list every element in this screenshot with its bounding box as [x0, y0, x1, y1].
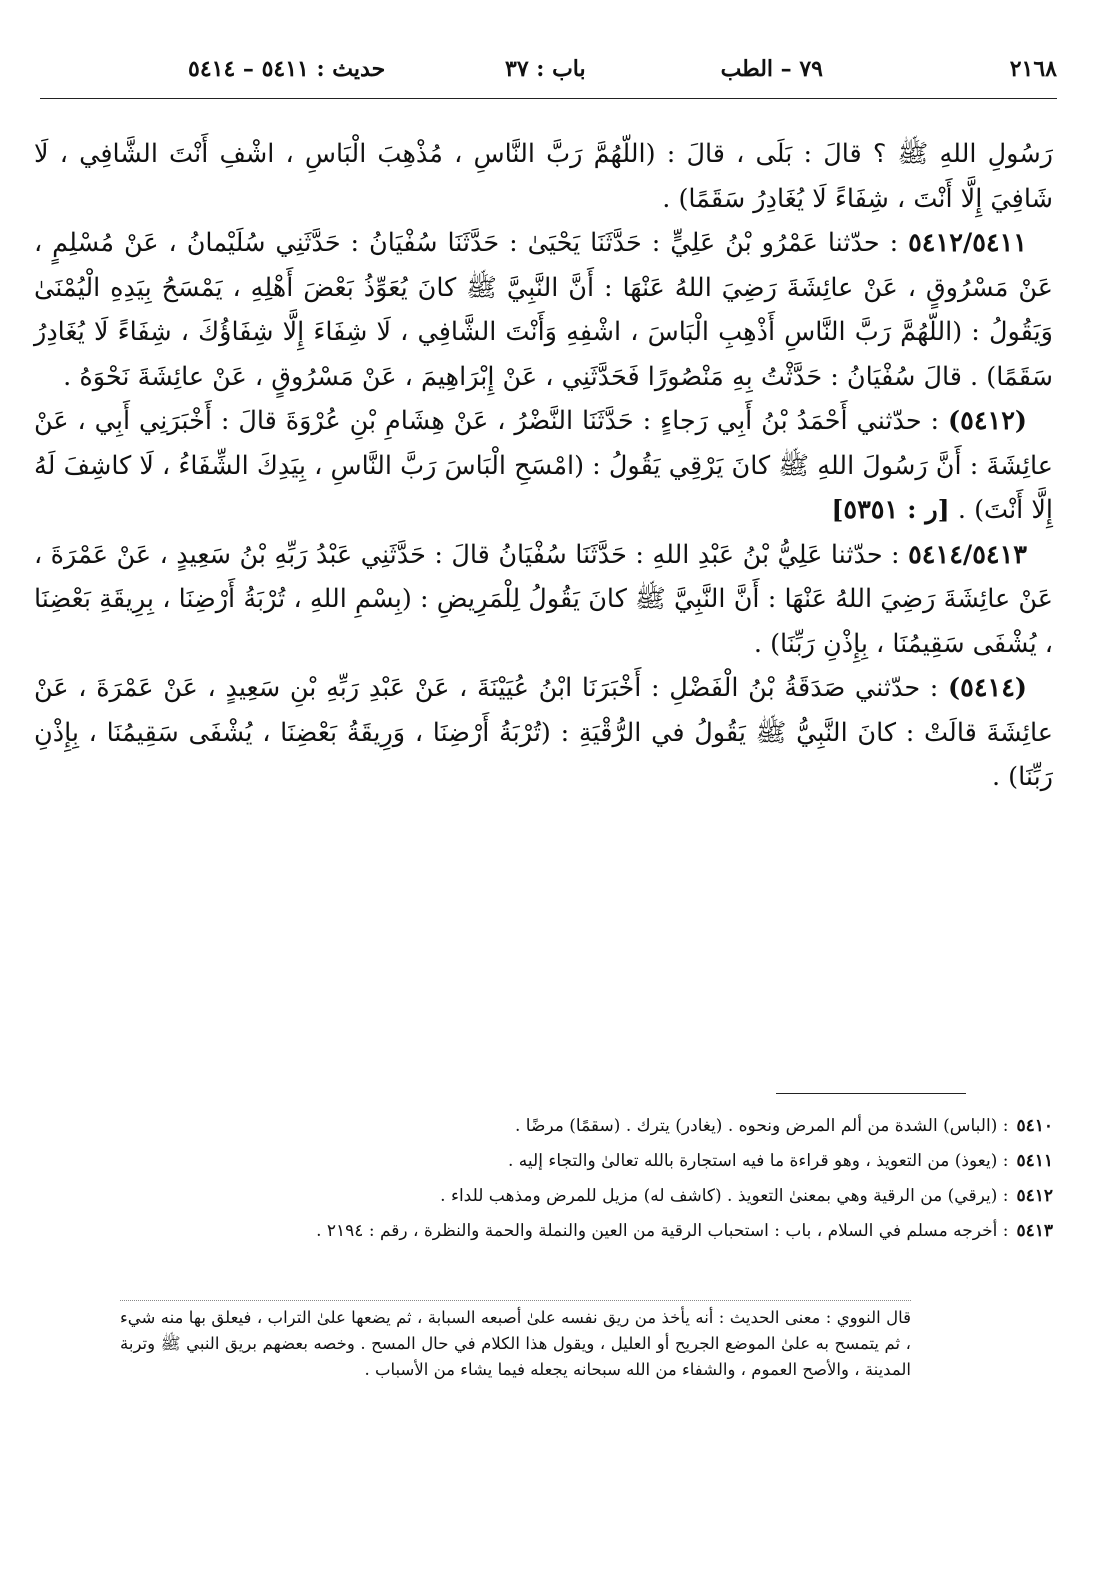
footnote — [120, 1220, 1053, 1243]
paragraph-text: رَسُولِ اللهِ ﷺ ؟ قالَ : بَلَى ، قالَ : (اللّهُمَّ رَبَّ النَّاسِ ، مُذْهِبَ الْبَاسِ ، اشْفِ أَنْتَ الشَّافِي ، لَا شَافِيَ إِلَّا أَنْتَ ، شِفَاءً لَا يُغَادِرُ سَقَمًا) . — [34, 139, 1053, 214]
hadith-number: (٥٤١٤) — [948, 673, 1027, 703]
header-divider — [40, 98, 1057, 99]
book-title: ٧٩ – الطب — [720, 56, 823, 82]
hadith-text: : حدّثني أَحْمَدُ بْنُ أَبِي رَجاءٍ : حَدَّثَنَا النَّضْرُ ، عَنْ هِشَامِ بْنِ عُرْوَةَ قالَ : أَخْبَرَنِي أَبِي ، عَنْ عائِشَةَ : أَنَّ رَسُولَ اللهِ ﷺ كانَ يَرْقِي يَقُولُ : (امْسَحِ الْبَاسَ رَبَّ النَّاسِ ، بِيَدِكَ الشِّفَاءُ ، لَا كاشِفَ لَهُ إِلَّا أَنْتَ) . — [34, 406, 1053, 525]
footnote — [120, 1150, 1053, 1173]
footnote-text: : أخرجه مسلم في السلام ، باب : استحباب الرقية من العين والنملة والحمة والنظرة ، رقم : ٢١٩٤ . — [316, 1221, 1009, 1241]
main-text — [34, 132, 1053, 800]
hadith-paragraph — [34, 221, 1053, 399]
chapter-number: باب : ٣٧ — [505, 56, 586, 82]
footnote — [120, 1185, 1053, 1208]
hadith-number: ٥٤١٢/٥٤١١ — [908, 228, 1027, 258]
hadith-paragraph — [34, 666, 1053, 800]
footnotes — [120, 1115, 1053, 1255]
footnote-number: ٥٤١١ — [1016, 1151, 1053, 1171]
footnote-text: : (يعوذ) من التعويذ ، وهو قراءة ما فيه استجارة بالله تعالىٰ والتجاء إليه . — [507, 1151, 1009, 1171]
page-number: ٢١٦٨ — [1009, 56, 1057, 82]
commentary-text: قال النووي : معنى الحديث : أنه يأخذ من ريق نفسه علىٰ أصبعه السبابة ، ثم يضعها علىٰ التراب ، فيعلق بها منه شيء ، ثم يتمسح به علىٰ الموضع الجريح أو العليل ، ويقول هذا الكلام في حال المسح . وخصه بعضهم بريق النبي ﷺ وتربة المدينة ، والأصح العموم ، والشفاء من الله سبحانه يجعله فيما يشاء من الأسباب . — [120, 1308, 911, 1379]
hadith-paragraph — [34, 399, 1053, 533]
hadith-number: ٥٤١٤/٥٤١٣ — [908, 539, 1027, 570]
footnote-text: : (يرقي) من الرقية وهي بمعنىٰ التعويذ . (كاشف له) مزيل للمرض ومذهب للداء . — [440, 1186, 1009, 1206]
paragraph-continuation — [34, 132, 1053, 221]
hadith-text: : حدّثني صَدَقَةُ بْنُ الْفَضْلِ : أَخْبَرَنَا ابْنُ عُيَيْنَةَ ، عَنْ عَبْدِ رَبِّهِ بْنِ سَعِيدٍ ، عَنْ عَمْرَةَ ، عَنْ عائِشَةَ قالَتْ : كانَ النَّبِيُّ ﷺ يَقُولُ في الرُّقْيَةِ : (تُرْبَةُ أَرْضِنَا ، وَرِيقَةُ بَعْضِنَا ، يُشْفَى سَقِيمُنَا ، بِإِذْنِ رَبِّنَا) . — [34, 673, 1053, 792]
hadith-range: حديث : ٥٤١١ – ٥٤١٤ — [188, 56, 386, 82]
footnote-number: ٥٤١٣ — [1016, 1221, 1053, 1241]
footnote-number: ٥٤١٢ — [1016, 1186, 1053, 1206]
footnote-text: : (الباس) الشدة من ألم المرض ونحوه . (يغادر) يترك . (سقمًا) مرضًا . — [514, 1116, 1009, 1136]
footnote-separator — [776, 1093, 966, 1094]
hadith-text: : حدّثنا عَلِيُّ بْنُ عَبْدِ اللهِ : حَدَّثَنَا سُفْيَانُ قالَ : حَدَّثَنِي عَبْدُ رَبِّهِ بْنُ سَعِيدٍ ، عَنْ عَمْرَةَ ، عَنْ عائِشَةَ رَضِيَ اللهُ عَنْهَا : أَنَّ النَّبِيَّ ﷺ كانَ يَقُولُ لِلْمَرِيضِ : (بِسْمِ اللهِ ، تُرْبَةُ أَرْضِنَا ، بِرِيقَةِ بَعْضِنَا ، يُشْفَى سَقِيمُنَا ، بِإِذْنِ رَبِّنَا) . — [34, 539, 1053, 659]
hadith-paragraph — [34, 533, 1053, 667]
footnote-number: ٥٤١٠ — [1016, 1116, 1053, 1136]
hadith-number: (٥٤١٢) — [948, 406, 1027, 436]
cross-reference: [ر : ٥٣٥١] — [831, 495, 950, 525]
running-header — [40, 56, 1057, 92]
footnote — [120, 1115, 1053, 1138]
commentary-note — [120, 1300, 911, 1383]
hadith-text: : حدّثنا عَمْرُو بْنُ عَلِيٍّ : حَدَّثَنَا يَحْيَىٰ : حَدَّثَنَا سُفْيَانُ : حَدَّثَنِي سُلَيْمانُ ، عَنْ مُسْلِمٍ ، عَنْ مَسْرُوقٍ ، عَنْ عائِشَةَ رَضِيَ اللهُ عَنْهَا : أَنَّ النَّبِيَّ ﷺ كانَ يُعَوِّذُ بَعْضَ أَهْلِهِ ، يَمْسَحُ بِيَدِهِ الْيُمْنَىٰ وَيَقُولُ : (اللّهُمَّ رَبَّ النَّاسِ أَذْهِبِ الْبَاسَ ، اشْفِهِ وَأَنْتَ الشَّافِي ، لَا شِفَاءَ إِلَّا شِفَاؤُكَ ، شِفَاءً لَا يُغَادِرُ سَقَمًا) . قالَ سُفْيَانُ : حَدَّثْتُ بِهِ مَنْصُورًا فَحَدَّثَنِي ، عَنْ إِبْرَاهِيمَ ، عَنْ مَسْرُوقٍ ، عَنْ عائِشَةَ نَحْوَهُ . — [34, 228, 1053, 392]
